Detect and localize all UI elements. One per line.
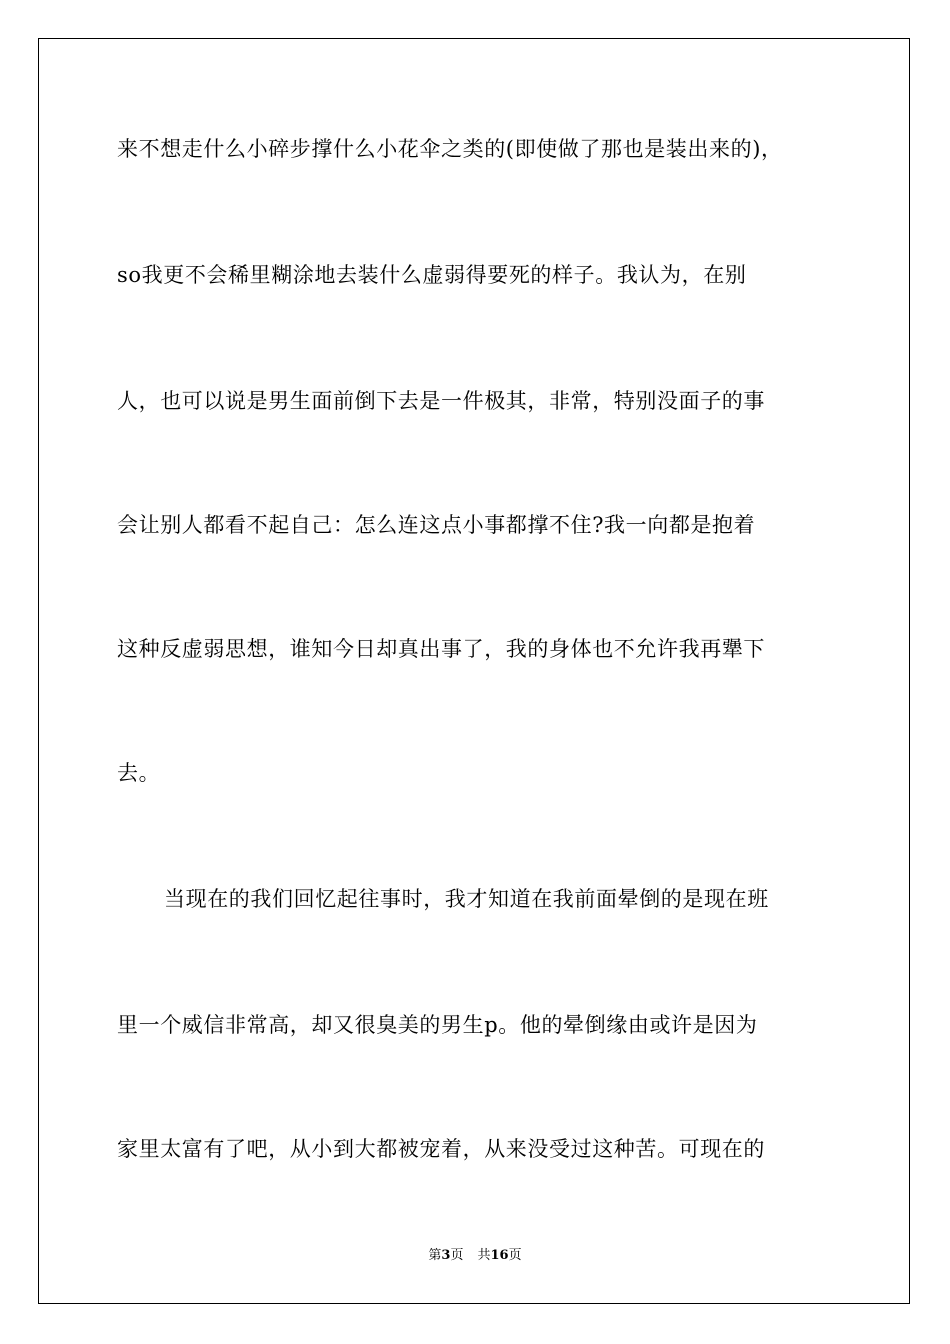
paragraph-line-3: 人，也可以说是男生面前倒下去是一件极其，非常，特别没面子的事	[117, 389, 765, 413]
paragraph-line-7: 当现在的我们回忆起往事时，我才知道在我前面晕倒的是现在班	[164, 887, 769, 911]
page-number: 3	[441, 1248, 451, 1263]
total-suffix: 页	[508, 1248, 522, 1263]
total-pages: 16	[490, 1248, 509, 1263]
paragraph-line-6: 去。	[117, 761, 161, 785]
page-suffix: 页	[450, 1248, 464, 1263]
paragraph-line-4: 会让别人都看不起自己：怎么连这点小事都撑不住?我一向都是抱着	[117, 513, 756, 537]
total-prefix: 共	[477, 1248, 491, 1263]
page-footer	[0, 1248, 950, 1264]
paragraph-line-9: 家里太富有了吧，从小到大都被宠着，从来没受过这种苦。可现在的	[117, 1137, 765, 1161]
paragraph-line-8: 里一个威信非常高，却又很臭美的男生p。他的晕倒缘由或许是因为	[117, 1013, 758, 1037]
paragraph-line-1: 来不想走什么小碎步撑什么小花伞之类的(即使做了那也是装出来的)，	[117, 137, 783, 161]
page-prefix: 第	[428, 1248, 442, 1263]
paragraph-line-5: 这种反虚弱思想，谁知今日却真出事了，我的身体也不允许我再犟下	[117, 637, 765, 661]
paragraph-line-2: so我更不会稀里糊涂地去装什么虚弱得要死的样子。我认为，在别	[117, 263, 747, 287]
page-frame	[38, 38, 910, 1304]
